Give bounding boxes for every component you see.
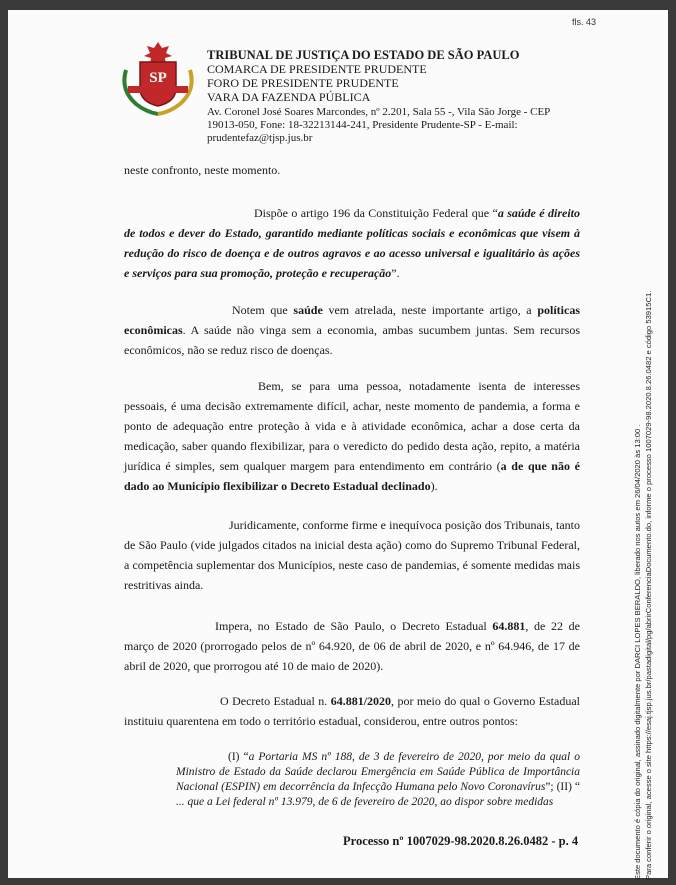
comarca-line: COMARCA DE PRESIDENTE PRUDENTE (207, 62, 427, 76)
court-address: Av. Coronel José Soares Marcondes, nº 2.201, Sala 55 -, Vila São Jorge - CEP 19013-050, Fone: 18-32213144-241, Presidente Prudente-SP - E-mail: prudentefaz@tjsp.jus.br (207, 106, 587, 145)
paragraph-6: Impera, no Estado de São Paulo, o Decreto Estadual 64.881, de 22 de março de 2020 (prorrogado pelos de nº 64.920, de 06 de abril de 2020, e nº 64.946, de 17 de abril de 2020, que prorrogou até 10 de maio de 2020). (124, 619, 580, 673)
paragraph-3: Notem que saúde vem atrelada, neste importante artigo, a políticas econômicas. A saúde não vinga sem a economia, ambas sucumbem juntas. Sem recursos econômicos, não se reduz risco de doenças. (124, 303, 580, 357)
digital-signature-note: Este documento é cópia do original, assinado digitalmente por DARCI LOPES BERALDO, liberado nos autos em 26/04/2020 às 13:00 . Para conferir o original, acesse o site https://esaj.tjsp.jus.br/pastadigital/pg/abrirConferenciaDocumento.do, informe o processo 1007029-98.2020.8.26.0482 e código 53915C1. (633, 290, 653, 880)
vara-line: VARA DA FAZENDA PÚBLICA (207, 90, 371, 104)
page-number: fls. 43 (572, 17, 597, 27)
paragraph-2: Dispõe o artigo 196 da Constituição Federal que “a saúde é direito de todos e dever do Estado, garantido mediante políticas sociais e econômicas que visem à redução do risco de doença e de outros agravos e ao acesso universal e igualitário às ações e serviços para sua promoção, proteção e recuperação”. (124, 206, 581, 280)
process-number-footer: Processo nº 1007029-98.2020.8.26.0482 - p. 4 (343, 834, 579, 848)
court-name: TRIBUNAL DE JUSTIÇA DO ESTADO DE SÃO PAULO (207, 48, 520, 62)
sao-paulo-coat-of-arms-icon (118, 40, 198, 116)
court-email: prudentefaz@tjsp.jus.br (207, 132, 313, 144)
paragraph-7: O Decreto Estadual n. 64.881/2020, por meio do qual o Governo Estadual instituiu quarentena em todo o território estadual, considerou, entre outros pontos: (124, 694, 580, 728)
court-header (207, 48, 587, 145)
foro-line: FORO DE PRESIDENTE PRUDENTE (207, 76, 399, 90)
decree-quotation: (I) “a Portaria MS nº 188, de 3 de fevereiro de 2020, por meio da qual o Ministro de Estado da Saúde declarou Emergência em Saúde Pública de Importância Nacional (ESPIN) em decorrência da Infecção Humana pelo Novo Coronavírus”; (II) “ ... que a Lei federal nº 13.979, de 6 de fevereiro de 2020, ao dispor sobre medidas (176, 751, 580, 808)
svg-text:SP: SP (149, 70, 167, 86)
paragraph-5: Juridicamente, conforme firme e inequívoca posição dos Tribunais, tanto de São Paulo (vide julgados citados na inicial desta ação) como do Supremo Tribunal Federal, a competência suplementar dos Municípios, neste caso de pandemias, é somente medidas mais restritivas ainda. (124, 518, 580, 592)
paragraph-4: Bem, se para uma pessoa, notadamente isenta de interesses pessoais, é uma decisão extremamente difícil, achar, neste momento de pandemia, a forma e ponto de adequação entre proteção à vida e à atividade econômica, achar a dose certa da medicação, saber quando flexibilizar, para o veredicto do pedido desta ação, repito, a matéria jurídica é simples, sem qualquer margem para entendimento em contrário (a de que não é dado ao Município flexibilizar o Decreto Estadual declinado). (124, 379, 580, 493)
paragraph-1: neste confronto, neste momento. (124, 163, 281, 177)
